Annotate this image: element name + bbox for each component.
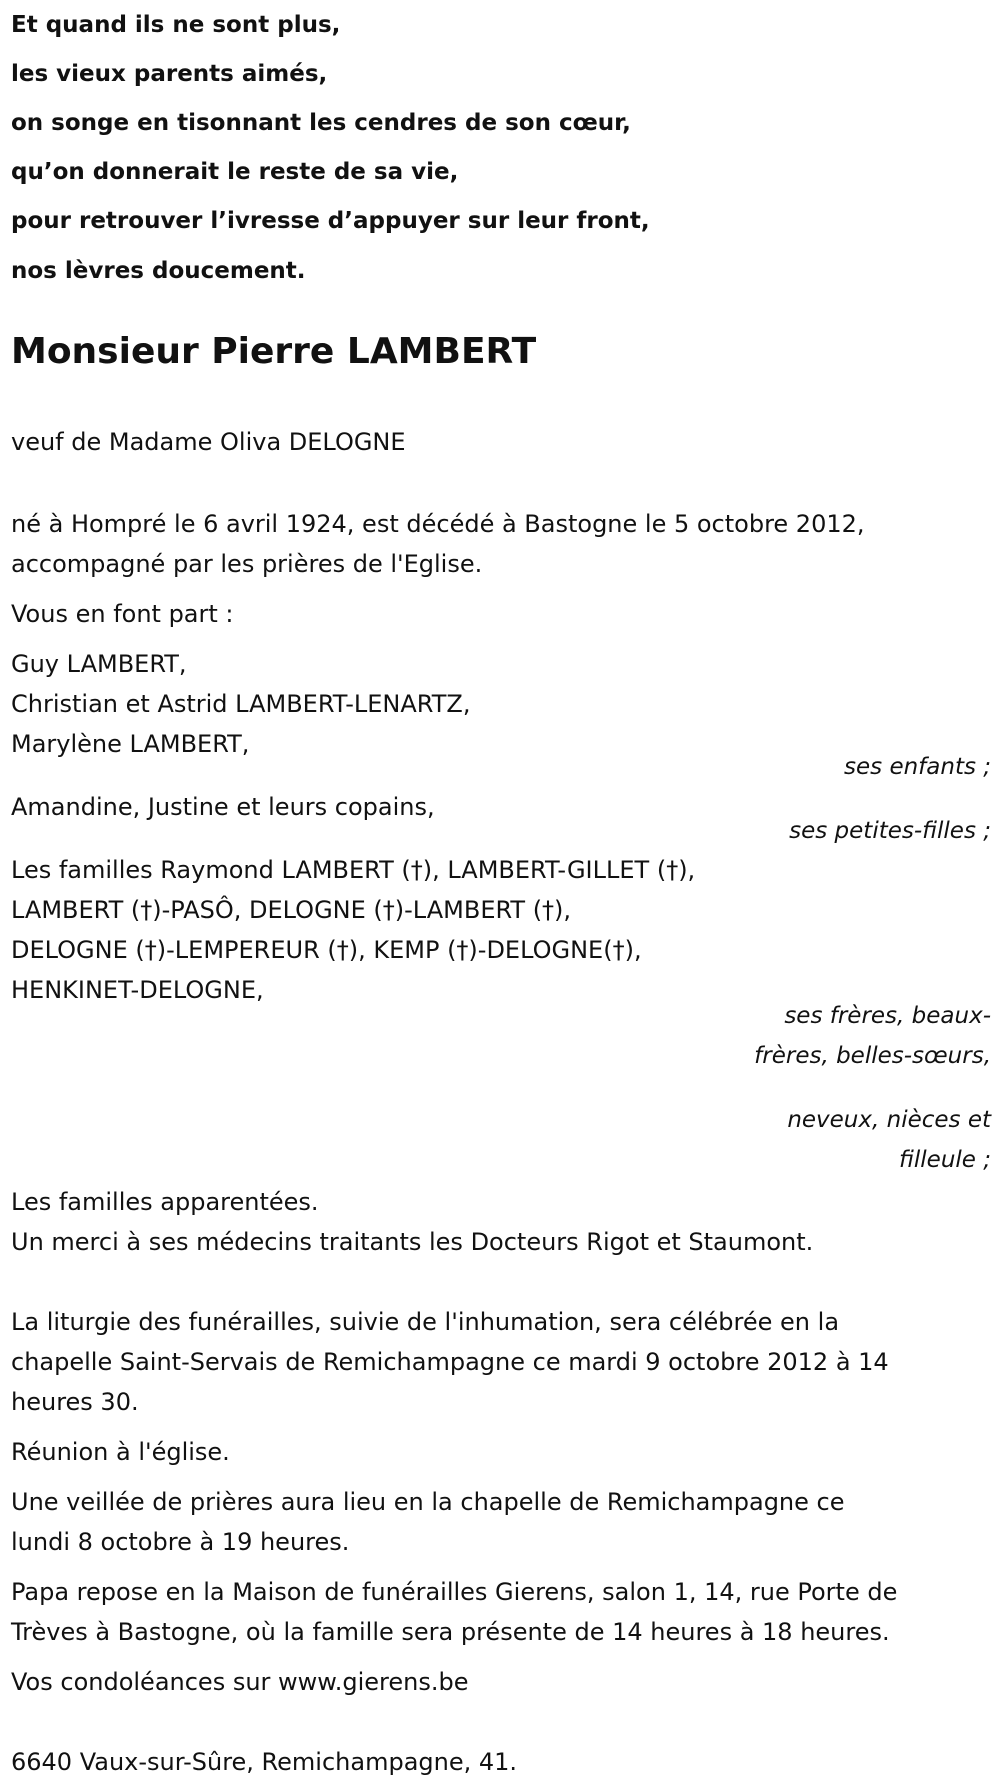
child-name: Guy LAMBERT, — [11, 650, 187, 678]
thanks-line: Un merci à ses médecins traitants les Docteurs Rigot et Staumont. — [11, 1228, 814, 1256]
widower-line: veuf de Madame Oliva DELOGNE — [11, 428, 406, 456]
families-relation: neveux, nièces et filleule ; — [787, 1107, 991, 1173]
related-families-line: Les familles apparentées. — [11, 1188, 319, 1216]
poem-line: on songe en tisonnant les cendres de son cœur, — [11, 110, 631, 136]
deceased-name: Monsieur Pierre LAMBERT — [11, 331, 537, 372]
vigil-line: Une veillée de prières aura lieu en la chapelle de Remichampagne ce — [11, 1488, 845, 1516]
children-relation: ses enfants ; — [844, 754, 991, 780]
poem-line: Et quand ils ne sont plus, — [11, 12, 341, 38]
poem-line: pour retrouver l’ivresse d’appuyer sur leur front, — [11, 208, 650, 234]
grandchildren-relation: ses petites-filles ; — [789, 818, 991, 844]
family-line: DELOGNE (†)-LEMPEREUR (†), KEMP (†)-DELOGNE(†), — [11, 936, 642, 964]
family-line: HENKINET-DELOGNE, — [11, 976, 264, 1004]
address-line: 6640 Vaux-sur-Sûre, Remichampagne, 41. — [11, 1748, 518, 1776]
grandchildren-names: Amandine, Justine et leurs copains, — [11, 793, 435, 821]
poem-line: nos lèvres doucement. — [11, 258, 306, 284]
birth-death-line: né à Hompré le 6 avril 1924, est décédé à Bastogne le 5 octobre 2012, — [11, 510, 865, 538]
family-line: LAMBERT (†)-PASÔ, DELOGNE (†)-LAMBERT (†), — [11, 896, 572, 924]
liturgy-line: heures 30. — [11, 1388, 139, 1416]
child-name: Marylène LAMBERT, — [11, 730, 250, 758]
rest-line: Trèves à Bastogne, où la famille sera présente de 14 heures à 18 heures. — [11, 1618, 890, 1646]
poem-line: les vieux parents aimés, — [11, 61, 328, 87]
vigil-line: lundi 8 octobre à 19 heures. — [11, 1528, 350, 1556]
family-line: Les familles Raymond LAMBERT (†), LAMBERT-GILLET (†), — [11, 856, 696, 884]
birth-death-line: accompagné par les prières de l'Eglise. — [11, 550, 483, 578]
liturgy-line: La liturgie des funérailles, suivie de l'inhumation, sera célébrée en la — [11, 1308, 840, 1336]
child-name: Christian et Astrid LAMBERT-LENARTZ, — [11, 690, 471, 718]
poem-line: qu’on donnerait le reste de sa vie, — [11, 159, 459, 185]
liturgy-line: chapelle Saint-Servais de Remichampagne ce mardi 9 octobre 2012 à 14 — [11, 1348, 889, 1376]
meeting-line: Réunion à l'église. — [11, 1438, 230, 1466]
families-relation: ses frères, beaux-frères, belles-sœurs, — [754, 1003, 991, 1069]
announce-line: Vous en font part : — [11, 600, 234, 628]
condolences-line: Vos condoléances sur www.gierens.be — [11, 1668, 469, 1696]
rest-line: Papa repose en la Maison de funérailles Gierens, salon 1, 14, rue Porte de — [11, 1578, 898, 1606]
